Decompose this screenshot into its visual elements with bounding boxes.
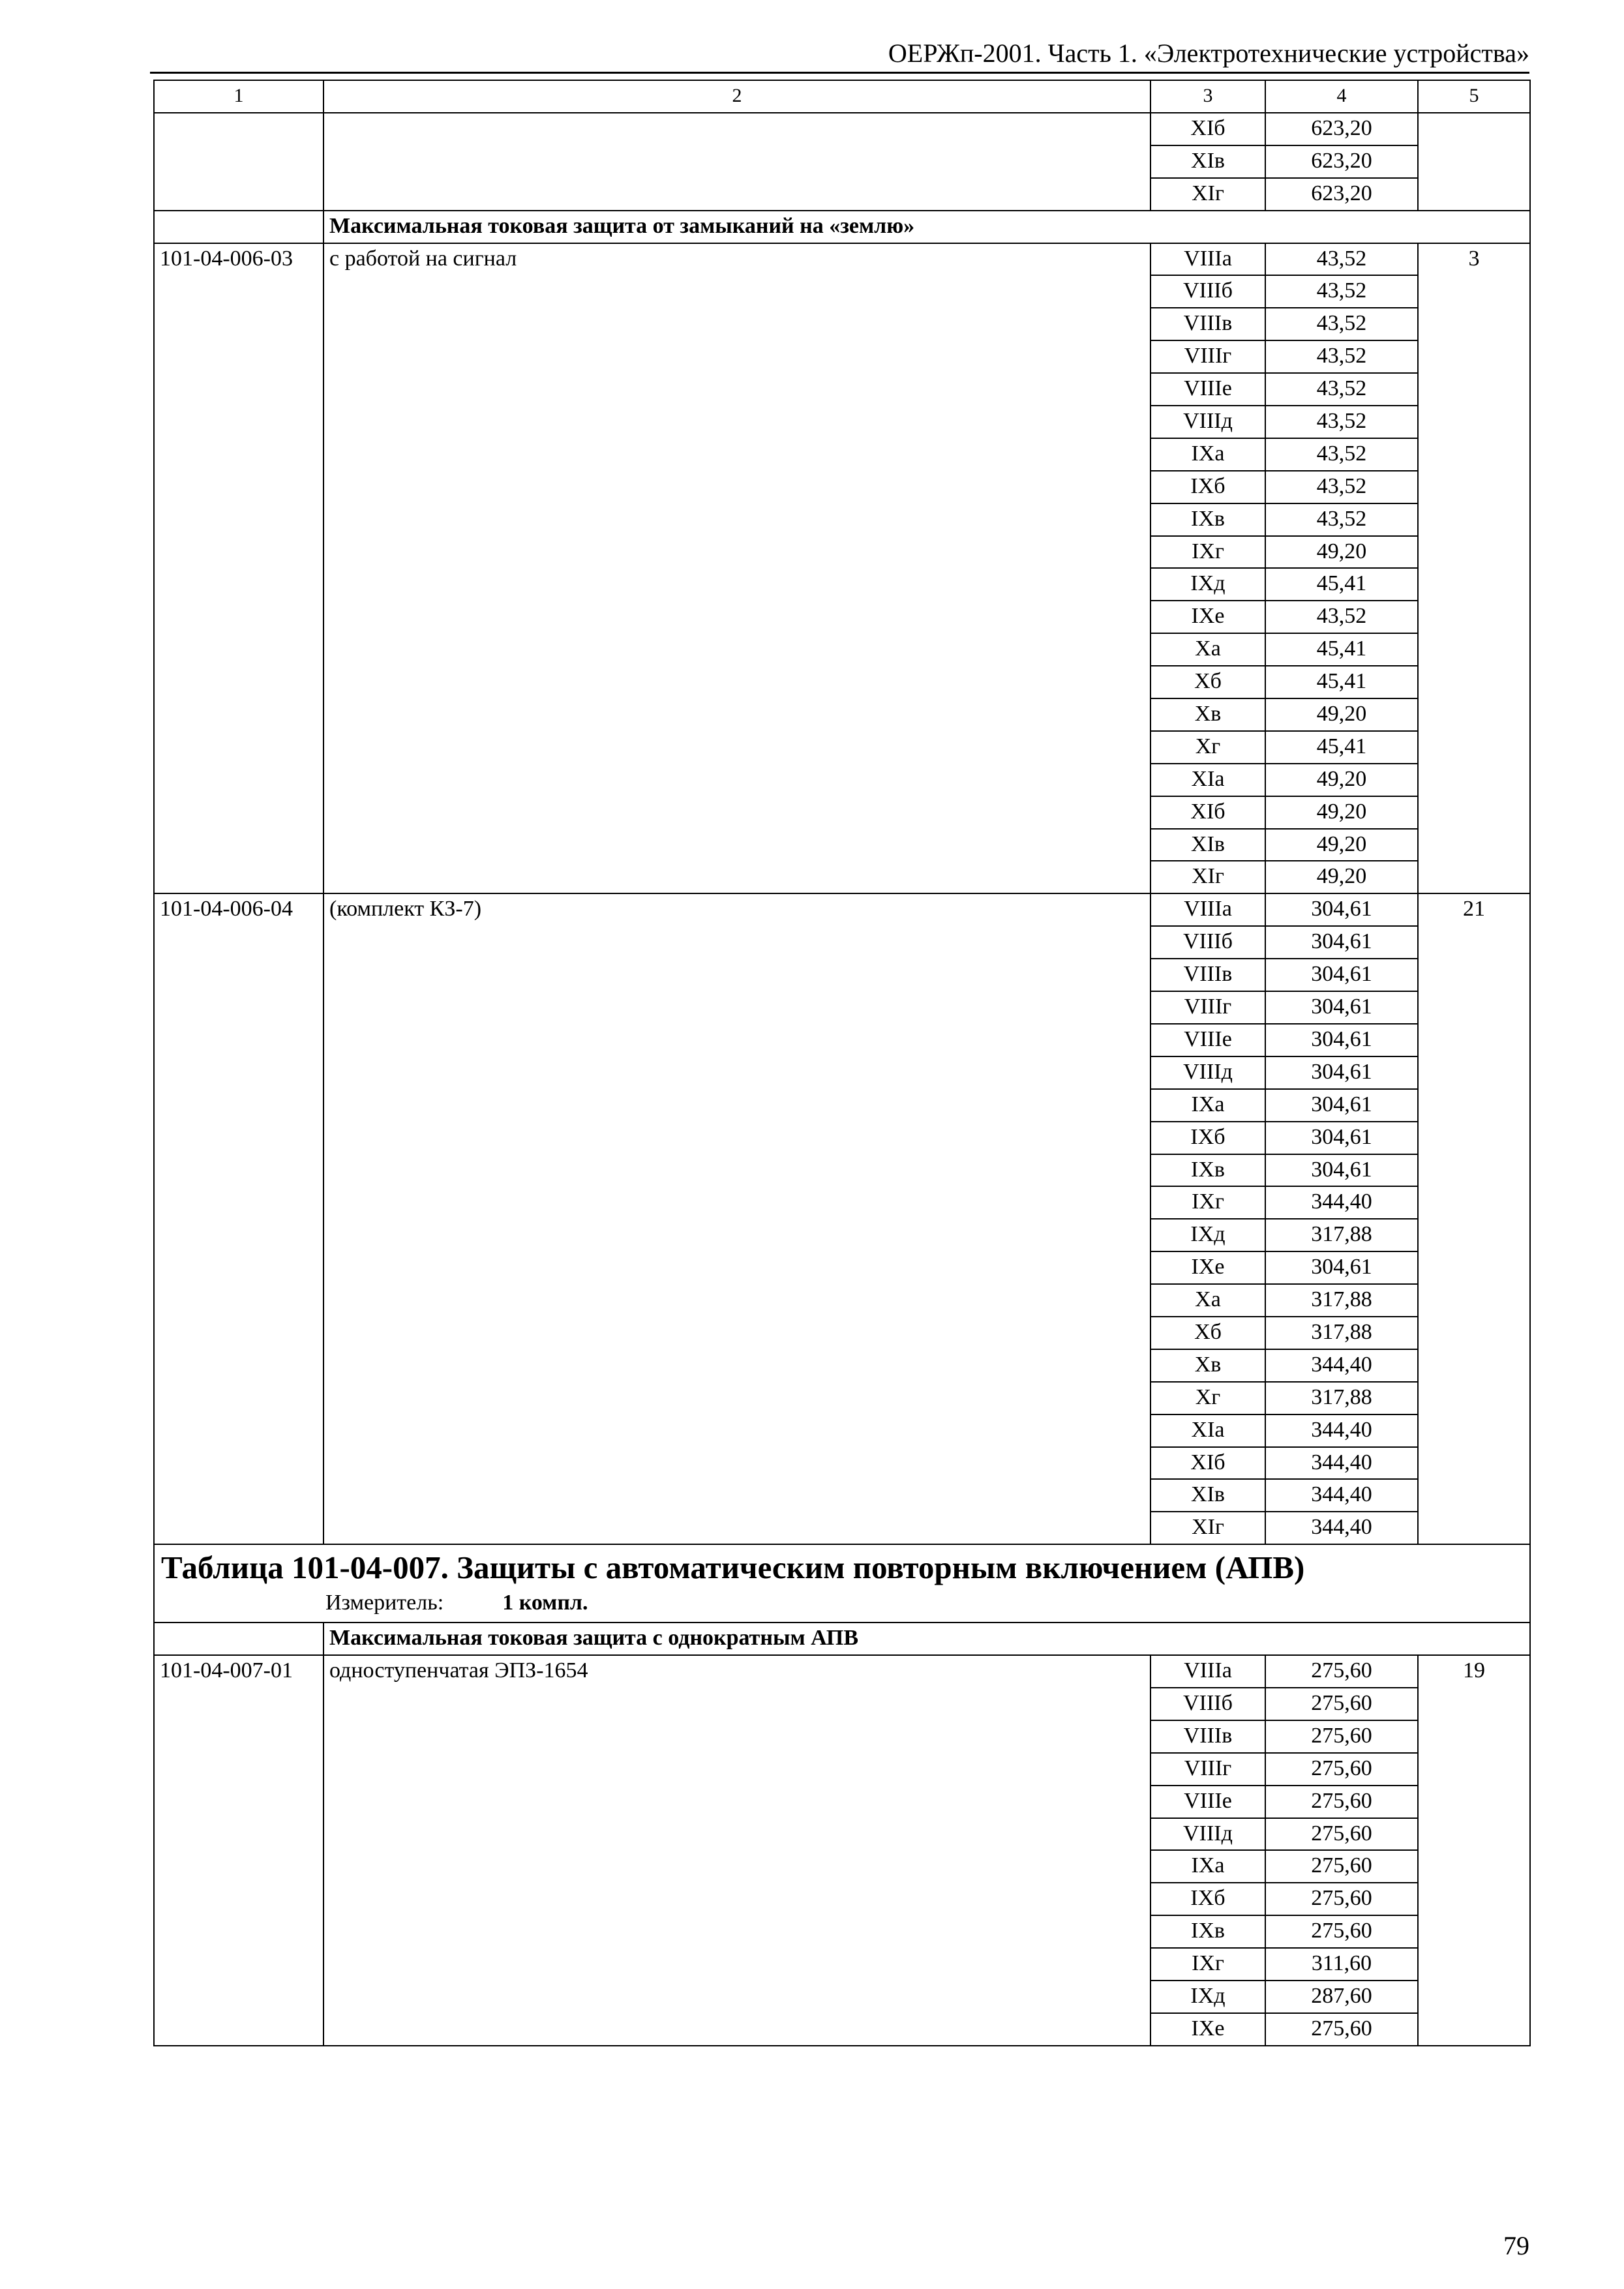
zone-cell: XIб <box>1150 113 1265 145</box>
price-cell: 287,60 <box>1265 1981 1418 2013</box>
zone-cell: XIв <box>1150 145 1265 178</box>
price-cell: 43,52 <box>1265 406 1418 438</box>
item-name: с работой на сигнал <box>323 243 1150 894</box>
zone-cell: Xа <box>1150 1284 1265 1317</box>
zone-cell: XIг <box>1150 178 1265 211</box>
section-title: Максимальная токовая защита от замыканий на «землю» <box>323 211 1530 243</box>
zone-cell: VIIIд <box>1150 406 1265 438</box>
column-number: 1 <box>154 80 323 113</box>
price-cell: 43,52 <box>1265 340 1418 373</box>
item-code: 101-04-006-04 <box>154 893 323 1544</box>
price-cell: 304,61 <box>1265 1056 1418 1089</box>
page-header-title: ОЕРЖп-2001. Часть 1. «Электротехнические устройства» <box>888 38 1529 68</box>
price-cell: 304,61 <box>1265 1154 1418 1187</box>
price-cell: 317,88 <box>1265 1382 1418 1414</box>
price-cell: 344,40 <box>1265 1479 1418 1512</box>
zone-cell: VIIIа <box>1150 1655 1265 1688</box>
item-name: одноступенчатая ЭПЗ-1654 <box>323 1655 1150 2046</box>
zone-cell: IXе <box>1150 2013 1265 2046</box>
zone-cell: IXе <box>1150 601 1265 633</box>
price-table <box>153 80 1531 2046</box>
price-cell: 275,60 <box>1265 1688 1418 1720</box>
zone-cell: VIIIг <box>1150 340 1265 373</box>
empty-code-cell <box>154 113 323 211</box>
zone-cell: XIб <box>1150 1447 1265 1480</box>
zone-cell: IXб <box>1150 471 1265 503</box>
column-number: 3 <box>1150 80 1265 113</box>
price-cell: 304,61 <box>1265 1251 1418 1284</box>
price-cell: 275,60 <box>1265 1786 1418 1818</box>
zone-cell: IXд <box>1150 1981 1265 2013</box>
price-cell: 43,52 <box>1265 438 1418 471</box>
zone-cell: Xб <box>1150 666 1265 698</box>
zone-cell: IXв <box>1150 503 1265 536</box>
zone-cell: XIв <box>1150 829 1265 861</box>
table-row <box>154 893 1530 926</box>
zone-cell: IXг <box>1150 1948 1265 1981</box>
price-cell: 311,60 <box>1265 1948 1418 1981</box>
zone-cell: VIIIг <box>1150 991 1265 1024</box>
price-cell: 43,52 <box>1265 373 1418 406</box>
item-value: 21 <box>1418 893 1530 1544</box>
price-cell: 304,61 <box>1265 1089 1418 1122</box>
price-cell: 275,60 <box>1265 1818 1418 1851</box>
zone-cell: VIIIб <box>1150 926 1265 959</box>
zone-cell: IXг <box>1150 1186 1265 1219</box>
zone-cell: VIIIа <box>1150 243 1265 276</box>
price-cell: 623,20 <box>1265 178 1418 211</box>
section-title-row <box>154 211 1530 243</box>
price-cell: 275,60 <box>1265 1915 1418 1948</box>
price-cell: 45,41 <box>1265 633 1418 666</box>
item-code: 101-04-007-01 <box>154 1655 323 2046</box>
zone-cell: VIIIд <box>1150 1818 1265 1851</box>
zone-cell: Xа <box>1150 633 1265 666</box>
price-cell: 623,20 <box>1265 113 1418 145</box>
empty-value-cell <box>1418 113 1530 211</box>
price-cell: 45,41 <box>1265 666 1418 698</box>
price-cell: 317,88 <box>1265 1317 1418 1349</box>
page-number: 79 <box>1503 2231 1529 2260</box>
zone-cell: XIа <box>1150 764 1265 796</box>
zone-cell: VIIIе <box>1150 373 1265 406</box>
table-row <box>154 113 1530 145</box>
measure-label: Измеритель: <box>325 1591 444 1615</box>
price-cell: 43,52 <box>1265 243 1418 276</box>
price-cell: 45,41 <box>1265 731 1418 764</box>
page-header <box>150 38 1529 74</box>
price-cell: 275,60 <box>1265 2013 1418 2046</box>
zone-cell: Xг <box>1150 731 1265 764</box>
price-cell: 344,40 <box>1265 1447 1418 1480</box>
zone-cell: Xб <box>1150 1317 1265 1349</box>
section-spacer <box>154 211 323 243</box>
zone-cell: VIIIг <box>1150 1753 1265 1786</box>
zone-cell: Xв <box>1150 1349 1265 1382</box>
table-heading-cell <box>154 1544 1530 1623</box>
zone-cell: Xг <box>1150 1382 1265 1414</box>
price-cell: 344,40 <box>1265 1186 1418 1219</box>
zone-cell: IXв <box>1150 1154 1265 1187</box>
price-cell: 317,88 <box>1265 1284 1418 1317</box>
price-cell: 43,52 <box>1265 601 1418 633</box>
table-row <box>154 243 1530 276</box>
price-cell: 304,61 <box>1265 991 1418 1024</box>
item-value: 3 <box>1418 243 1530 894</box>
item-name: (комплект КЗ-7) <box>323 893 1150 1544</box>
zone-cell: VIIIд <box>1150 1056 1265 1089</box>
zone-cell: XIб <box>1150 796 1265 829</box>
zone-cell: VIIIе <box>1150 1786 1265 1818</box>
zone-cell: VIIIб <box>1150 275 1265 308</box>
price-cell: 344,40 <box>1265 1512 1418 1544</box>
price-cell: 304,61 <box>1265 893 1418 926</box>
price-cell: 49,20 <box>1265 861 1418 893</box>
empty-name-cell <box>323 113 1150 211</box>
price-cell: 275,60 <box>1265 1753 1418 1786</box>
column-numbers-row <box>154 80 1530 113</box>
price-cell: 344,40 <box>1265 1349 1418 1382</box>
price-cell: 304,61 <box>1265 926 1418 959</box>
section-spacer <box>154 1623 323 1655</box>
price-cell: 43,52 <box>1265 503 1418 536</box>
price-cell: 49,20 <box>1265 536 1418 569</box>
zone-cell: IXд <box>1150 568 1265 601</box>
zone-cell: IXб <box>1150 1883 1265 1915</box>
price-cell: 304,61 <box>1265 1122 1418 1154</box>
zone-cell: IXв <box>1150 1915 1265 1948</box>
column-number: 2 <box>323 80 1150 113</box>
price-cell: 344,40 <box>1265 1414 1418 1447</box>
price-cell: 49,20 <box>1265 698 1418 731</box>
zone-cell: IXа <box>1150 1089 1265 1122</box>
price-cell: 49,20 <box>1265 829 1418 861</box>
price-cell: 317,88 <box>1265 1219 1418 1251</box>
table-heading-row <box>154 1544 1530 1623</box>
zone-cell: IXе <box>1150 1251 1265 1284</box>
column-number: 5 <box>1418 80 1530 113</box>
zone-cell: XIа <box>1150 1414 1265 1447</box>
price-cell: 304,61 <box>1265 959 1418 991</box>
zone-cell: XIг <box>1150 1512 1265 1544</box>
price-cell: 275,60 <box>1265 1720 1418 1753</box>
zone-cell: XIв <box>1150 1479 1265 1512</box>
zone-cell: VIIIа <box>1150 893 1265 926</box>
price-cell: 275,60 <box>1265 1655 1418 1688</box>
column-number: 4 <box>1265 80 1418 113</box>
item-code: 101-04-006-03 <box>154 243 323 894</box>
zone-cell: IXа <box>1150 438 1265 471</box>
price-cell: 43,52 <box>1265 308 1418 340</box>
zone-cell: IXа <box>1150 1850 1265 1883</box>
measure-line <box>155 1588 1529 1618</box>
section-title-row <box>154 1623 1530 1655</box>
zone-cell: Xв <box>1150 698 1265 731</box>
zone-cell: VIIIб <box>1150 1688 1265 1720</box>
table-heading-title: Таблица 101-04-007. Защиты с автоматическим повторным включением (АПВ) <box>161 1549 1305 1586</box>
price-cell: 49,20 <box>1265 796 1418 829</box>
price-cell: 49,20 <box>1265 764 1418 796</box>
zone-cell: VIIIв <box>1150 1720 1265 1753</box>
price-cell: 45,41 <box>1265 568 1418 601</box>
zone-cell: IXд <box>1150 1219 1265 1251</box>
price-cell: 43,52 <box>1265 471 1418 503</box>
price-cell: 275,60 <box>1265 1883 1418 1915</box>
table-row <box>154 1655 1530 1688</box>
zone-cell: VIIIе <box>1150 1024 1265 1056</box>
measure-unit: 1 компл. <box>502 1591 588 1615</box>
zone-cell: XIг <box>1150 861 1265 893</box>
price-cell: 623,20 <box>1265 145 1418 178</box>
zone-cell: VIIIв <box>1150 308 1265 340</box>
price-table-body <box>154 80 1530 2046</box>
item-value: 19 <box>1418 1655 1530 2046</box>
zone-cell: IXг <box>1150 536 1265 569</box>
zone-cell: VIIIв <box>1150 959 1265 991</box>
price-cell: 43,52 <box>1265 275 1418 308</box>
section-title: Максимальная токовая защита с однократным АПВ <box>323 1623 1530 1655</box>
price-cell: 304,61 <box>1265 1024 1418 1056</box>
zone-cell: IXб <box>1150 1122 1265 1154</box>
price-cell: 275,60 <box>1265 1850 1418 1883</box>
